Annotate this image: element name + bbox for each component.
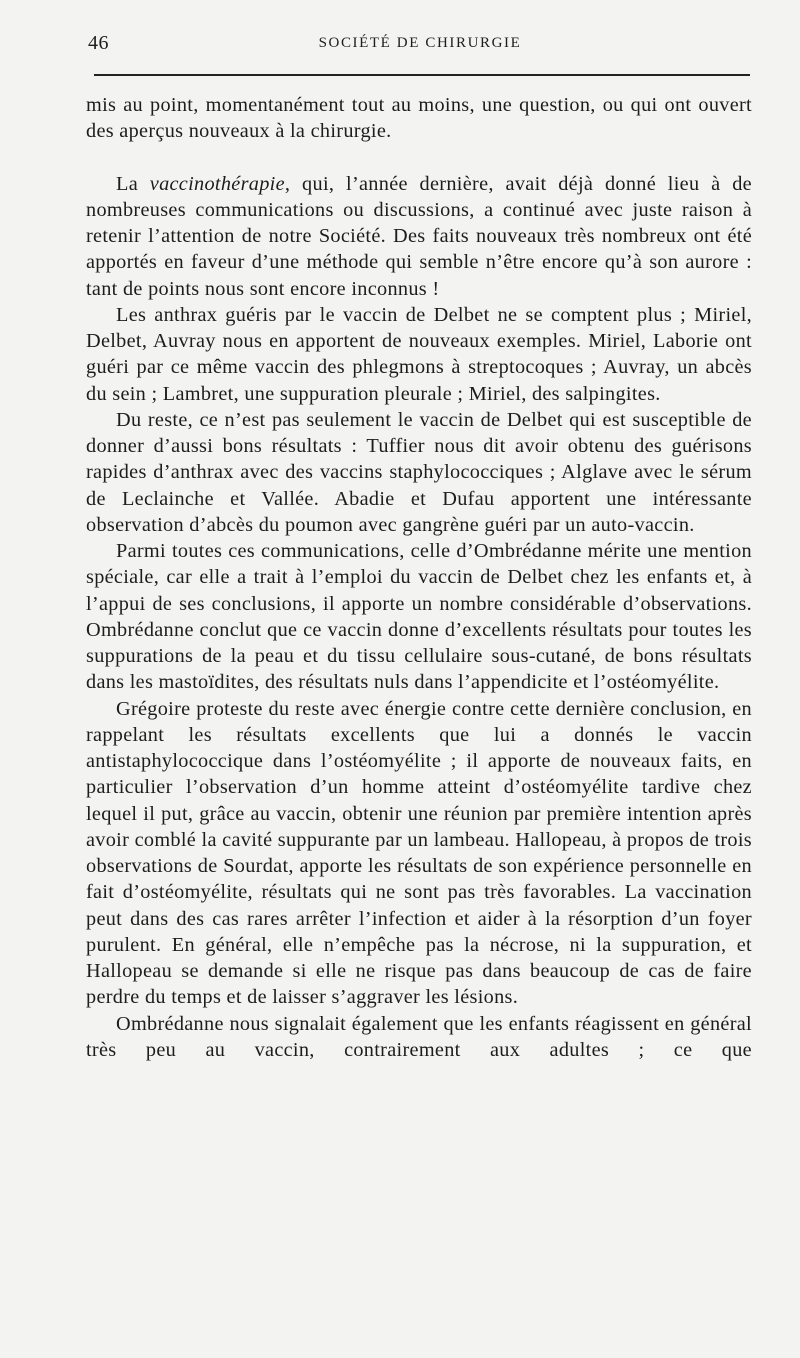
paragraph-lead-text: La [116,172,150,195]
paragraph-continues-next-page: Ombrédanne nous signalait également que les enfants réagissent en général très peu au vaccin, contrairement aux adultes ; ce que [86,1012,752,1061]
emphasized-term: vaccinothérapie [149,172,285,195]
paragraph-vaccinotherapie [86,171,752,302]
body-text [86,92,752,1063]
paragraph-anthrax: Les anthrax guéris par le vaccin de Delbet ne se comptent plus ; Miriel, Delbet, Auvray nous en apportent de nouveaux exemples. Miriel, Laborie ont guéri par ce même vaccin des phlegmons à streptocoques ; Auvray, un abcès du sein ; Lambret, une suppuration pleurale ; Miriel, des salpingites. [86,303,752,405]
page-number: 46 [88,32,109,54]
header-rule [94,74,750,76]
paragraph-continued: mis au point, momentanément tout au moins, une question, ou qui ont ouvert des aperçus nouveaux à la chirurgie. [86,94,752,143]
paragraph-gregoire: Grégoire proteste du reste avec énergie contre cette dernière conclusion, en rappelant les résultats excellents que lui a donnés le vaccin antistaphylococcique dans l’ostéomyélite ; il apporte de nouveaux faits, en particulier l’observation d’un homme atteint d’ostéomyélite tardive chez lequel il put, grâce au vaccin, obtenir une réunion par première intention après avoir comblé la cavité suppurante par un lambeau. Hallopeau, à propos de trois observations de Sourdat, apporte les résultats de son expérience personnelle en fait d’ostéomyélite, résultats qui ne sont pas très favorables. La vaccination peut dans des cas rares arrêter l’infection et aider à la résorption d’un foyer purulent. En général, elle n’empêche pas la nécrose, ni la suppuration, et Hallopeau se demande si elle ne risque pas dans beaucoup de cas de faire perdre du temps et de laisser s’aggraver les lésions. [86,697,752,1009]
running-title: SOCIÉTÉ DE CHIRURGIE [318,35,522,51]
paragraph-ombredanne: Parmi toutes ces communications, celle d’Ombrédanne mérite une mention spéciale, car elle a trait à l’emploi du vaccin de Delbet chez les enfants et, à l’appui de ses conclusions, il apporte un nombre considérable d’observations. Ombrédanne conclut que ce vaccin donne d’excellents résultats pour toutes les suppurations de la peau et du tissu cellulaire sous-cutané, de bons résultats dans les mastoïdites, des résultats nuls dans l’appendicite et l’ostéomyélite. [86,540,752,694]
paragraph-other-vaccines: Du reste, ce n’est pas seulement le vaccin de Delbet qui est susceptible de donner d’aussi bons résultats : Tuffier nous dit avoir obtenu des guérisons rapides d’anthrax avec des vaccins staphylococciques ; Alglave avec le sérum de Leclainche et Vallée. Abadie et Dufau apportent une intéressante observation d’abcès du poumon avec gangrène guéri par un auto-vaccin. [86,408,752,536]
paragraph-body-text: , qui, l’année dernière, avait déjà donné lieu à de nombreuses communications ou discussions, a continué avec juste raison à retenir l’attention de notre Société. Des faits nouveaux très nombreux ont été apportés en faveur d’une méthode qui semble n’être encore qu’à son aurore : tant de points nous sont encore inconnus ! [86,172,752,300]
page-header [88,32,752,62]
